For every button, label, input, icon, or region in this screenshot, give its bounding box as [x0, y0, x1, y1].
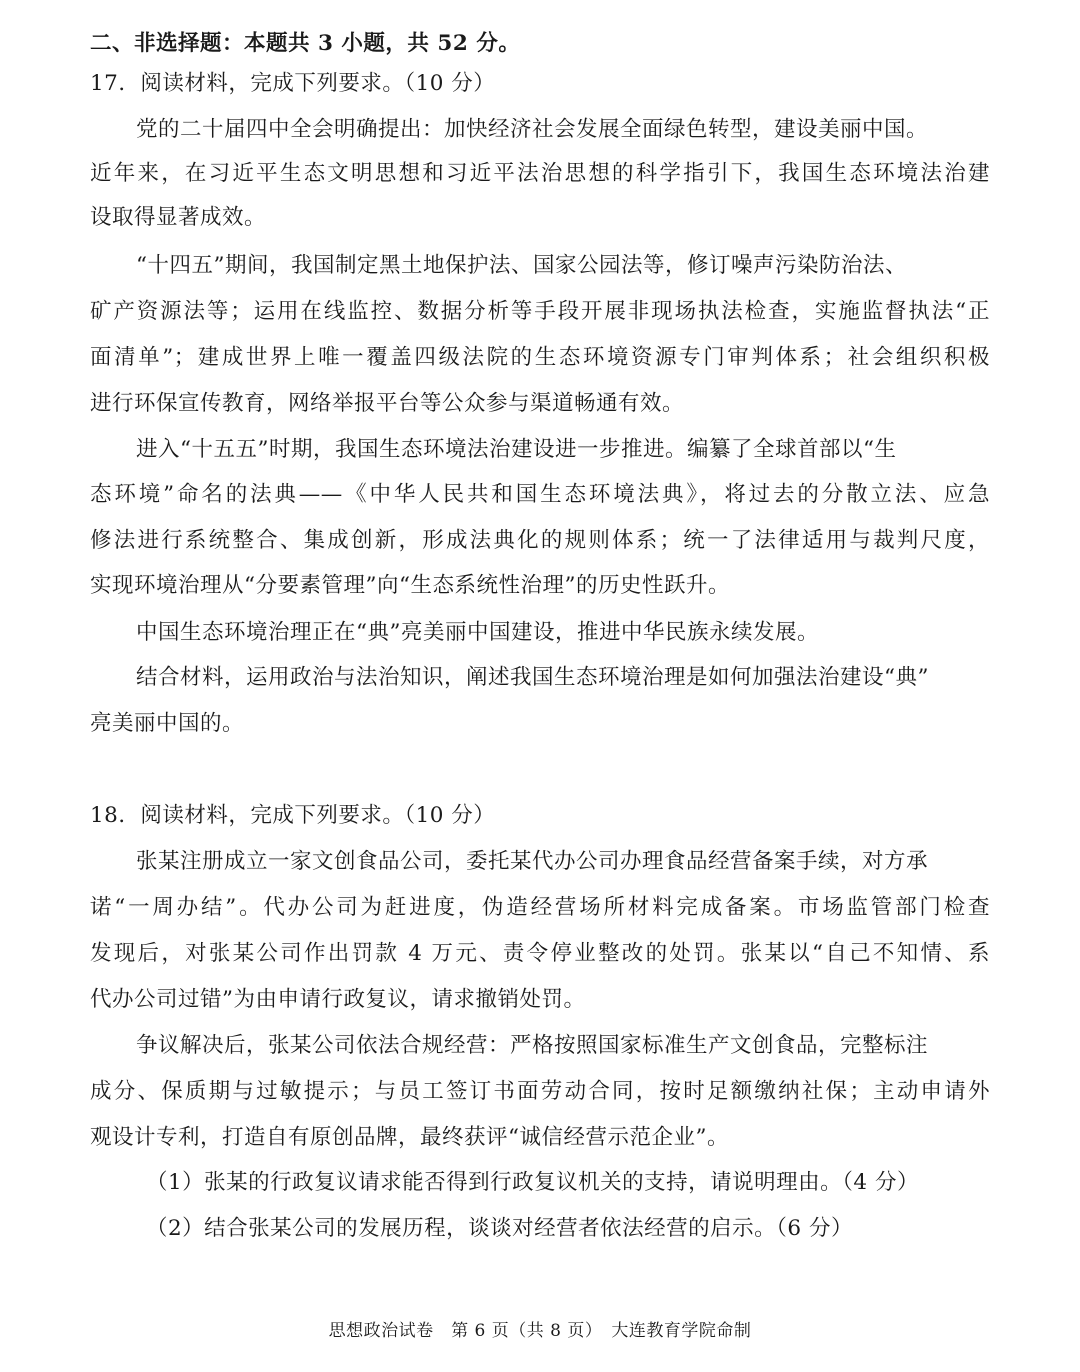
q17-p1-line: 近年来，在习近平生态文明思想和习近平法治思想的科学指引下，我国生态环境法治建 — [90, 161, 990, 186]
q18-heading: 18．阅读材料，完成下列要求。（10 分） — [90, 803, 496, 828]
q17-p4-line: 中国生态环境治理正在“典”亮美丽中国建设，推进中华民族永续发展。 — [136, 620, 819, 645]
q18-p1-line: 发现后，对张某公司作出罚款 4 万元、责令停业整改的处罚。张某以“自己不知情、系 — [90, 941, 990, 966]
q18-p1-line: 张某注册成立一家文创食品公司，委托某代办公司办理食品经营备案手续，对方承 — [136, 849, 929, 874]
q17-heading: 17．阅读材料，完成下列要求。（10 分） — [90, 71, 496, 96]
q17-p2-line: “十四五”期间，我国制定黑土地保护法、国家公园法等，修订噪声污染防治法、 — [136, 253, 907, 278]
q17-p2-line: 进行环保宣传教育，网络举报平台等公众参与渠道畅通有效。 — [90, 391, 685, 416]
q17-p1-line: 党的二十届四中全会明确提出：加快经济社会发展全面绿色转型，建设美丽中国。 — [136, 117, 929, 142]
q17-p3-line: 实现环境治理从“分要素管理”向“生态系统性治理”的历史性跃升。 — [90, 573, 730, 598]
q17-p3-line: 态环境”命名的法典——《中华人民共和国生态环境法典》，将过去的分散立法、应急 — [90, 482, 990, 507]
q17-p2-line: 矿产资源法等；运用在线监控、数据分析等手段开展非现场执法检查，实施监督执法“正 — [90, 299, 990, 324]
q17-p1-line: 设取得显著成效。 — [90, 205, 267, 230]
section-heading: 二、非选择题：本题共 3 小题，共 52 分。 — [90, 31, 521, 56]
q17-p3-line: 修法进行系统整合、集成创新，形成法典化的规则体系；统一了法律适用与裁判尺度， — [90, 528, 990, 553]
q17-p2-line: 面清单”；建成世界上唯一覆盖四级法院的生态环境资源专门审判体系；社会组织积极 — [90, 345, 990, 370]
q18-p1-line: 诺“一周办结”。代办公司为赶进度，伪造经营场所材料完成备案。市场监管部门检查 — [90, 895, 990, 920]
q18-p2-line: 成分、保质期与过敏提示；与员工签订书面劳动合同，按时足额缴纳社保；主动申请外 — [90, 1079, 990, 1104]
q18-subquestion-2: （2）结合张某公司的发展历程，谈谈对经营者依法经营的启示。（6 分） — [146, 1216, 853, 1241]
q17-p3-line: 进入“十五五”时期，我国生态环境法治建设进一步推进。编纂了全球首部以“生 — [136, 437, 897, 462]
q17-task-line: 结合材料，运用政治与法治知识，阐述我国生态环境治理是如何加强法治建设“典” — [136, 665, 929, 690]
page-footer: 思想政治试卷 第 6 页（共 8 页） 大连教育学院命制 — [328, 1321, 752, 1341]
q18-p2-line: 观设计专利，打造自有原创品牌，最终获评“诚信经营示范企业”。 — [90, 1125, 729, 1150]
q18-subquestion-1: （1）张某的行政复议请求能否得到行政复议机关的支持，请说明理由。（4 分） — [146, 1170, 919, 1195]
q17-task-line: 亮美丽中国的。 — [90, 711, 245, 736]
q18-p2-line: 争议解决后，张某公司依法合规经营：严格按照国家标准生产文创食品，完整标注 — [136, 1033, 929, 1058]
q18-p1-line: 代办公司过错”为由申请行政复议，请求撤销处罚。 — [90, 987, 586, 1012]
